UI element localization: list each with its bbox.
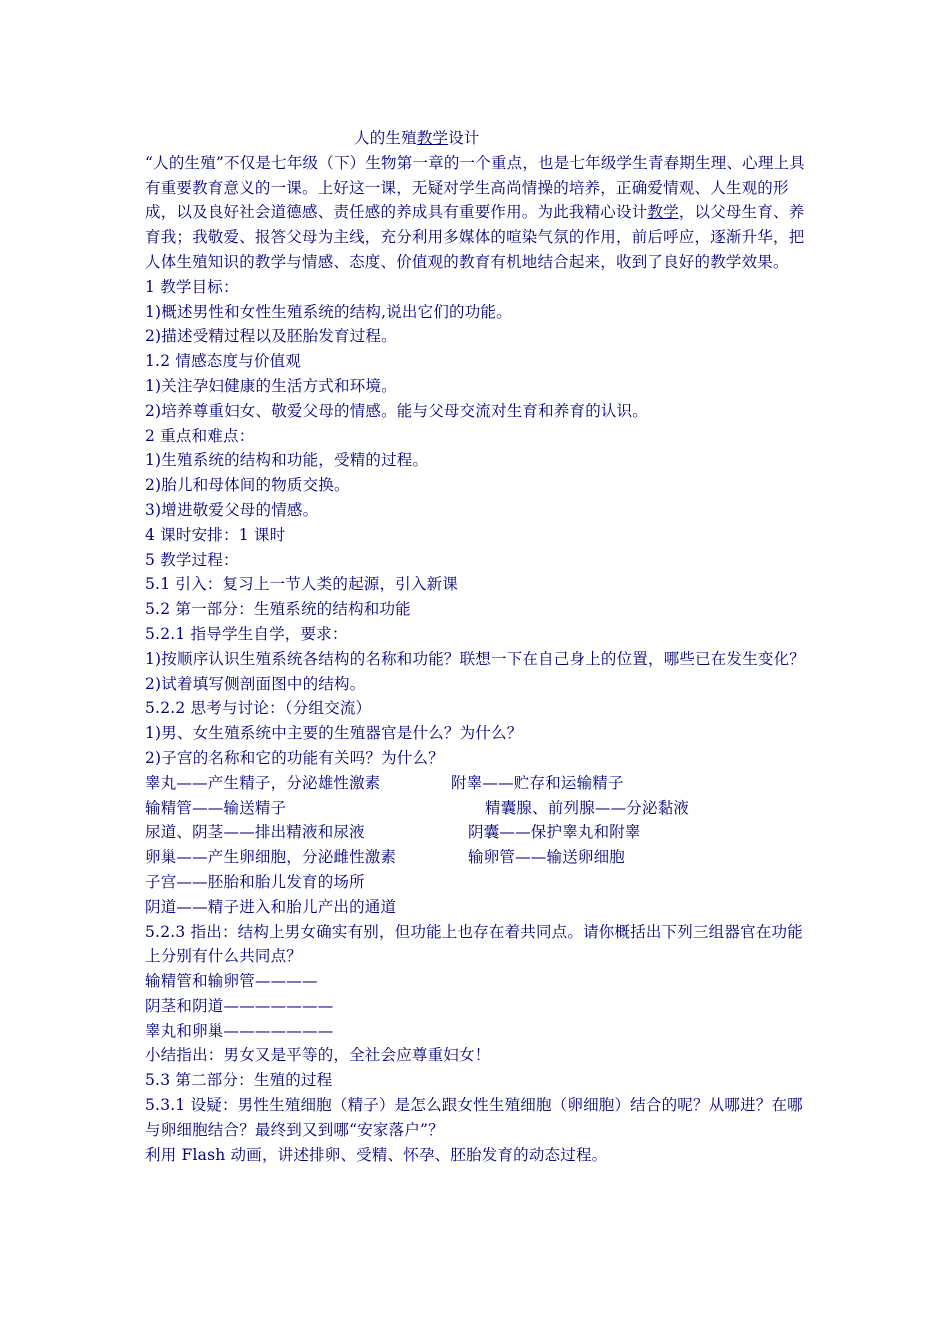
title-text: 人的生殖 (354, 129, 417, 147)
section-line: 阴茎和阴道——————— (145, 996, 334, 1015)
section-line: 睾丸和卵巢——————— (145, 1021, 334, 1040)
section-line: 2)培养尊重妇女、敬爱父母的情感。能与父母交流对生育和养育的认识。 (145, 401, 649, 420)
organ-row (145, 771, 810, 796)
section-line: 小结指出：男女又是平等的，全社会应尊重妇女！ (145, 1046, 491, 1065)
organ-row (145, 845, 810, 870)
organ-left: 尿道、阴茎——排出精液和尿液 (145, 823, 365, 842)
section-line: 子宫——胚胎和胎儿发育的场所 (145, 872, 365, 891)
organ-left: 卵巢——产生卵细胞，分泌雌性激素 (145, 848, 397, 867)
section-line: 5.2.1 指导学生自学，要求： (145, 624, 348, 643)
section-line: 2 重点和难点： (145, 426, 255, 445)
section-line: 3)增进敬爱父母的情感。 (145, 500, 319, 519)
intro-paragraph (145, 151, 810, 275)
intro-text-end: ，以父母生育、养育我；我敬爱、报答父母为主线，充分利用多媒体的喧染气氛的作用，前后呼应，逐渐升华，把人体生殖知识的教学与情感、态度、价值观的教育有机地结合起来，收到了良好的教学效果。 (145, 203, 805, 271)
section-line: 2)子宫的名称和它的功能有关吗？为什么？ (145, 748, 444, 767)
organ-row (145, 796, 810, 821)
section-line: 5.2.3 指出：结构上男女确实有别，但功能上也存在着共同点。请你概括出下列三组器官在功能上分别有什么共同点？ (145, 922, 803, 966)
title-text-end: 设计 (448, 129, 480, 147)
organ-right: 阴囊——保护睾丸和附睾 (468, 823, 641, 842)
section-line: 输精管和输卵管———— (145, 972, 318, 991)
section-line: 阴道——精子进入和胎儿产出的通道 (145, 897, 397, 916)
intro-link[interactable]: 教学 (647, 203, 679, 222)
document-body (145, 126, 810, 1167)
section-line: 5 教学过程： (145, 550, 239, 569)
section-line: 5.3.1 设疑：男性生殖细胞（精子）是怎么跟女性生殖细胞（卵细胞）结合的呢？从哪进？在哪与卵细胞结合？最终到又到哪“安家落户”？ (145, 1096, 803, 1139)
section-line: 1)概述男性和女性生殖系统的结构,说出它们的功能。 (145, 302, 512, 321)
organ-right: 精囊腺、前列腺——分泌黏液 (485, 798, 690, 817)
section-line: 1.2 情感态度与价值观 (145, 352, 301, 371)
section-line: 1)生殖系统的结构和功能，受精的过程。 (145, 451, 429, 470)
section-line: 5.1 引入：复习上一节人类的起源，引入新课 (145, 575, 458, 594)
section-line: 5.2.2 思考与讨论：（分组交流） (145, 699, 372, 718)
document-title (145, 126, 810, 151)
intro-text: “人的生殖”不仅是七年级（下）生物第一章的一个重点，也是七年级学生青春期生理、心理上具有重要教育意义的一课。上好这一课，无疑对学生高尚情操的培养，正确爱情观、人生观的形成，以及良好社会道德感、责任感的养成具有重要作用。为此我精心设计 (145, 153, 805, 222)
section-line: 4 课时安排：1 课时 (145, 525, 286, 544)
section-line: 5.3 第二部分：生殖的过程 (145, 1071, 333, 1090)
section-line: 2)描述受精过程以及胚胎发育过程。 (145, 327, 397, 346)
section-line: 1)关注孕妇健康的生活方式和环境。 (145, 376, 397, 395)
section-line: 5.2 第一部分：生殖系统的结构和功能 (145, 600, 411, 619)
section-line: 1)按顺序认识生殖系统各结构的名称和功能？联想一下在自己身上的位置，哪些已在发生变化？ (145, 649, 806, 668)
section-line: 1)男、女生殖系统中主要的生殖器官是什么？为什么？ (145, 724, 523, 743)
section-line: 1 教学目标： (145, 277, 239, 296)
organ-left: 输精管——输送精子 (145, 798, 287, 817)
organ-right: 输卵管——输送卵细胞 (468, 848, 626, 867)
section-line: 利用 Flash 动画，讲述排卵、受精、怀孕、胚胎发育的动态过程。 (145, 1145, 608, 1164)
section-line: 2)试着填写侧剖面图中的结构。 (145, 674, 366, 693)
title-link[interactable]: 教学 (416, 129, 449, 147)
organ-left: 睾丸——产生精子，分泌雄性激素 (145, 773, 381, 792)
organ-row (145, 820, 810, 845)
section-line: 2)胎儿和母体间的物质交换。 (145, 476, 350, 495)
organ-right: 附睾——贮存和运输精子 (451, 773, 624, 792)
